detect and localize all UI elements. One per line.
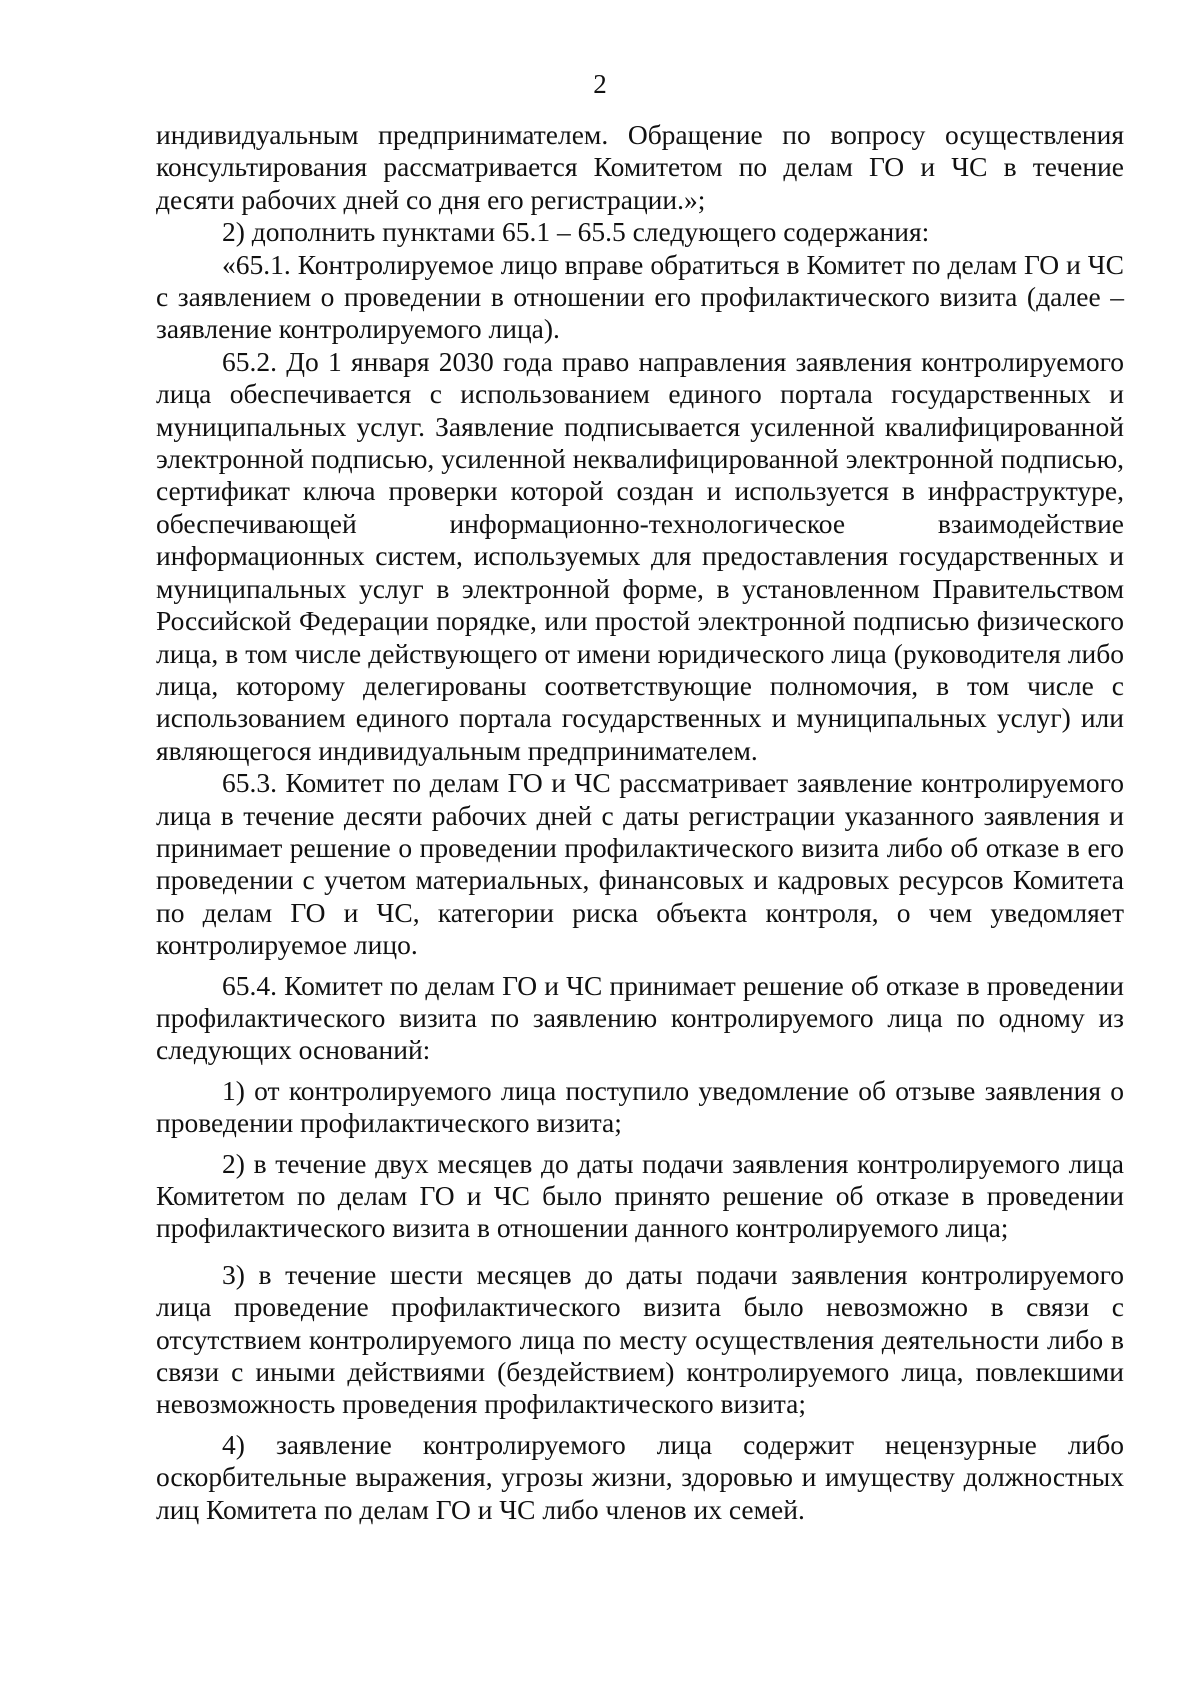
paragraph-65-2: 65.2. До 1 января 2030 года право направления заявления контролируемого лица обеспечивается с использованием единого портала государственных и муниципальных услуг. Заявление подписывается усиленной квалифицированной электронной подписью, усиленной неквалифицированной электронной подписью, сертификат ключа проверки которой создан и используется в инфраструктуре, обеспечивающей информационно-технологическое взаимодействие информационных систем, используемых для предоставления государственных и муниципальных услуг в электронной форме, в установленном Правительством Российской Федерации порядке, или простой электронной подписью физического лица, в том числе действующего от имени юридического лица (руководителя либо лица, которому делегированы соответствующие полномочия, в том числе с использованием единого портала государственных и муниципальных услуг) или являющегося индивидуальным предпринимателем. — [156, 345, 1124, 766]
paragraph-65-1: «65.1. Контролируемое лицо вправе обратиться в Комитет по делам ГО и ЧС с заявлением о проведении в отношении его профилактического визита (далее – заявление контролируемого лица). — [156, 248, 1124, 345]
list-item-1: 1) от контролируемого лица поступило уведомление об отзыве заявления о проведении профилактического визита; — [156, 1074, 1124, 1139]
page-number: 2 — [593, 69, 607, 99]
paragraph-65-3: 65.3. Комитет по делам ГО и ЧС рассматривает заявление контролируемого лица в течение десяти рабочих дней с даты регистрации указанного заявления и принимает решение о проведении профилактического визита либо об отказе в его проведении с учетом материальных, финансовых и кадровых ресурсов Комитета по делам ГО и ЧС, категории риска объекта контроля, о чем уведомляет контролируемое лицо. — [156, 767, 1124, 961]
document-body — [156, 119, 1124, 1526]
list-item-3: 3) в течение шести месяцев до даты подачи заявления контролируемого лица проведение профилактического визита было невозможно в связи с отсутствием контролируемого лица по месту осуществления деятельности либо в связи с иными действиями (бездействием) контролируемого лица, повлекшими невозможность проведения профилактического визита; — [156, 1258, 1124, 1420]
paragraph-continuation: индивидуальным предпринимателем. Обращение по вопросу осуществления консультирования рассматривается Комитетом по делам ГО и ЧС в течение десяти рабочих дней со дня его регистрации.»; — [156, 119, 1124, 215]
paragraph-65-4: 65.4. Комитет по делам ГО и ЧС принимает решение об отказе в проведении профилактического визита по заявлению контролируемого лица по одному из следующих оснований: — [156, 969, 1124, 1066]
paragraph-amendment-2: 2) дополнить пунктами 65.1 – 65.5 следующего содержания: — [222, 216, 930, 248]
list-item-4: 4) заявление контролируемого лица содержит нецензурные либо оскорбительные выражения, угрозы жизни, здоровью и имуществу должностных лиц Комитета по делам ГО и ЧС либо членов их семей. — [156, 1428, 1124, 1525]
list-item-2: 2) в течение двух месяцев до даты подачи заявления контролируемого лица Комитетом по делам ГО и ЧС было принято решение об отказе в проведении профилактического визита в отношении данного контролируемого лица; — [156, 1147, 1124, 1244]
